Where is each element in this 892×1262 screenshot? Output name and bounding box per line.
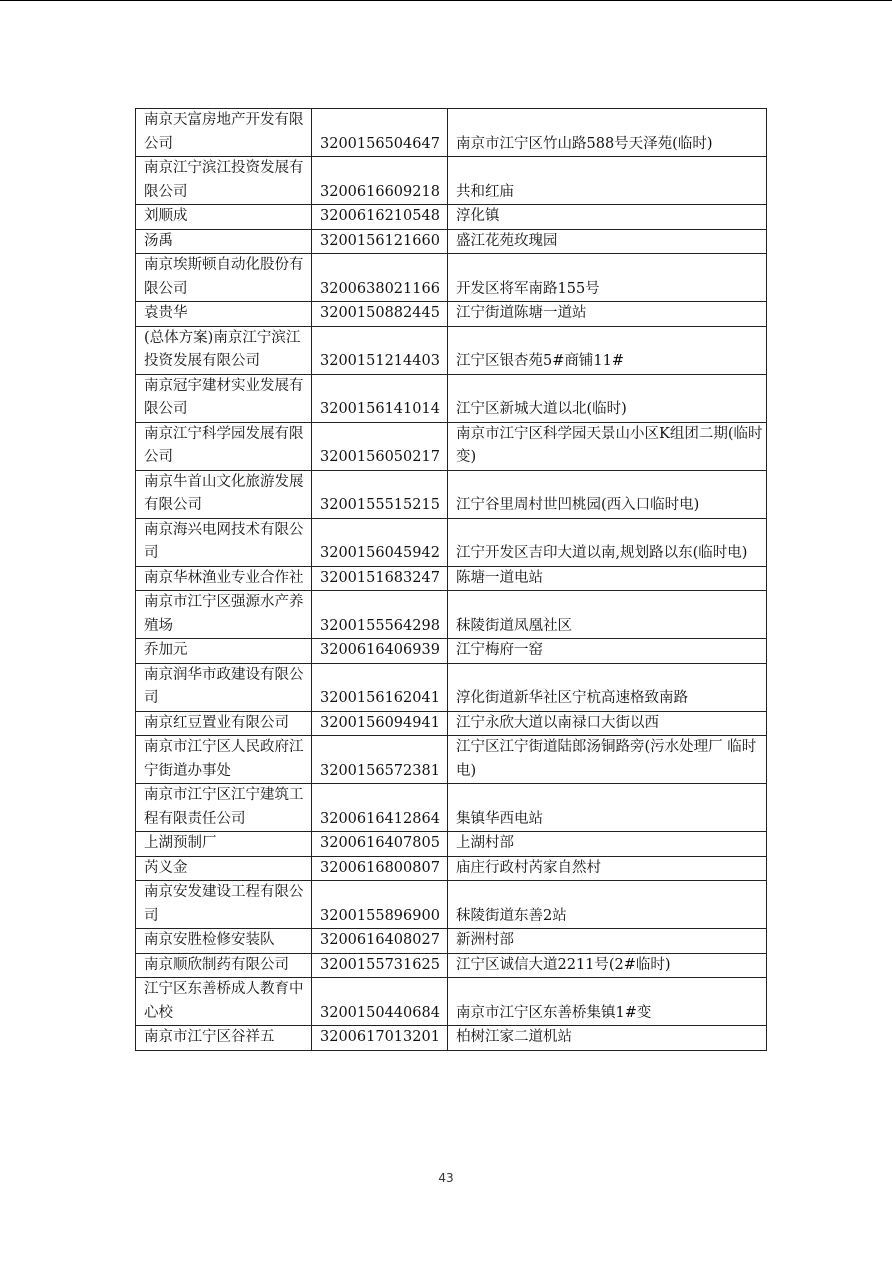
company-name-cell: 南京市江宁区江宁建筑工程有限责任公司 xyxy=(136,784,312,832)
address-cell: 江宁街道陈塘一道站 xyxy=(448,302,767,327)
address-cell: 江宁区新城大道以北(临时) xyxy=(448,374,767,422)
company-name-cell: 南京埃斯顿自动化股份有限公司 xyxy=(136,254,312,302)
page-number: 43 xyxy=(438,1171,454,1185)
table-row xyxy=(136,1026,767,1051)
address-cell: 开发区将军南路155号 xyxy=(448,254,767,302)
table-row xyxy=(136,736,767,784)
account-code-cell: 3200155731625 xyxy=(312,953,448,978)
table-row xyxy=(136,566,767,591)
table-row xyxy=(136,326,767,374)
address-cell: 南京市江宁区竹山路588号天泽苑(临时) xyxy=(448,109,767,157)
address-cell: 盛江花苑玫瑰园 xyxy=(448,229,767,254)
address-cell: 江宁开发区吉印大道以南,规划路以东(临时电) xyxy=(448,518,767,566)
address-cell: 淳化街道新华社区宁杭高速格致南路 xyxy=(448,663,767,711)
table-row xyxy=(136,229,767,254)
company-name-cell: 南京红豆置业有限公司 xyxy=(136,711,312,736)
company-name-cell: 上湖预制厂 xyxy=(136,832,312,857)
company-name-cell: 南京市江宁区强源水产养殖场 xyxy=(136,591,312,639)
address-cell: 南京市江宁区东善桥集镇1#变 xyxy=(448,978,767,1026)
company-name-cell: 南京华林渔业专业合作社 xyxy=(136,566,312,591)
company-name-cell: 南京海兴电网技术有限公司 xyxy=(136,518,312,566)
table-row xyxy=(136,254,767,302)
address-cell: 集镇华西电站 xyxy=(448,784,767,832)
account-code-cell: 3200156572381 xyxy=(312,736,448,784)
account-code-cell: 3200155564298 xyxy=(312,591,448,639)
company-name-cell: 江宁区东善桥成人教育中心校 xyxy=(136,978,312,1026)
company-name-cell: 南京润华市政建设有限公司 xyxy=(136,663,312,711)
account-code-cell: 3200156045942 xyxy=(312,518,448,566)
address-cell: 江宁区银杏苑5#商铺11# xyxy=(448,326,767,374)
address-cell: 秣陵街道东善2站 xyxy=(448,881,767,929)
company-name-cell: 南京顺欣制药有限公司 xyxy=(136,953,312,978)
account-code-cell: 3200151214403 xyxy=(312,326,448,374)
address-cell: 陈塘一道电站 xyxy=(448,566,767,591)
company-name-cell: 南京市江宁区人民政府江宁街道办事处 xyxy=(136,736,312,784)
company-name-cell: 南京牛首山文化旅游发展有限公司 xyxy=(136,470,312,518)
table-row xyxy=(136,978,767,1026)
account-code-cell: 3200616406939 xyxy=(312,639,448,664)
account-code-cell: 3200155896900 xyxy=(312,881,448,929)
account-code-cell: 3200156121660 xyxy=(312,229,448,254)
table-row xyxy=(136,832,767,857)
table-row xyxy=(136,422,767,470)
company-name-cell: 袁贵华 xyxy=(136,302,312,327)
company-name-cell: (总体方案)南京江宁滨江投资发展有限公司 xyxy=(136,326,312,374)
account-code-cell: 3200616412864 xyxy=(312,784,448,832)
table-row xyxy=(136,929,767,954)
account-code-cell: 3200156504647 xyxy=(312,109,448,157)
company-name-cell: 南京江宁滨江投资发展有限公司 xyxy=(136,157,312,205)
table-row xyxy=(136,374,767,422)
company-name-cell: 南京市江宁区谷祥五 xyxy=(136,1026,312,1051)
table-row xyxy=(136,518,767,566)
address-cell: 江宁永欣大道以南禄口大街以西 xyxy=(448,711,767,736)
company-name-cell: 南京江宁科学园发展有限公司 xyxy=(136,422,312,470)
account-code-cell: 3200156141014 xyxy=(312,374,448,422)
address-cell: 淳化镇 xyxy=(448,205,767,230)
table-row xyxy=(136,302,767,327)
table-row xyxy=(136,881,767,929)
address-cell: 新洲村部 xyxy=(448,929,767,954)
account-code-cell: 3200616609218 xyxy=(312,157,448,205)
company-name-cell: 刘顺成 xyxy=(136,205,312,230)
company-name-cell: 南京安胜检修安装队 xyxy=(136,929,312,954)
company-name-cell: 南京天富房地产开发有限公司 xyxy=(136,109,312,157)
table-row xyxy=(136,856,767,881)
account-code-cell: 3200616407805 xyxy=(312,832,448,857)
address-cell: 江宁梅府一窑 xyxy=(448,639,767,664)
account-code-cell: 3200156162041 xyxy=(312,663,448,711)
address-cell: 共和红庙 xyxy=(448,157,767,205)
account-code-cell: 3200616210548 xyxy=(312,205,448,230)
address-cell: 南京市江宁区科学园天景山小区K组团二期(临时变) xyxy=(448,422,767,470)
table-row xyxy=(136,470,767,518)
company-name-cell: 南京安发建设工程有限公司 xyxy=(136,881,312,929)
table-row xyxy=(136,784,767,832)
table-row xyxy=(136,157,767,205)
address-cell: 江宁区江宁街道陆郎汤铜路旁(污水处理厂 临时电) xyxy=(448,736,767,784)
address-cell: 江宁区诚信大道2211号(2#临时) xyxy=(448,953,767,978)
account-code-cell: 3200151683247 xyxy=(312,566,448,591)
account-code-cell: 3200155515215 xyxy=(312,470,448,518)
address-cell: 庙庄行政村芮家自然村 xyxy=(448,856,767,881)
page-top-border xyxy=(0,0,892,1)
account-code-cell: 3200150440684 xyxy=(312,978,448,1026)
company-name-cell: 芮义金 xyxy=(136,856,312,881)
table-row xyxy=(136,109,767,157)
table-body xyxy=(136,109,767,1051)
company-name-cell: 乔加元 xyxy=(136,639,312,664)
account-code-cell: 3200156094941 xyxy=(312,711,448,736)
address-cell: 柏树江家二道机站 xyxy=(448,1026,767,1051)
company-name-cell: 汤禹 xyxy=(136,229,312,254)
account-code-cell: 3200617013201 xyxy=(312,1026,448,1051)
address-cell: 江宁谷里周村世凹桃园(西入口临时电) xyxy=(448,470,767,518)
table-row xyxy=(136,639,767,664)
account-code-cell: 3200638021166 xyxy=(312,254,448,302)
data-table xyxy=(135,108,767,1051)
account-code-cell: 3200150882445 xyxy=(312,302,448,327)
account-code-cell: 3200616800807 xyxy=(312,856,448,881)
table-row xyxy=(136,663,767,711)
company-name-cell: 南京冠宇建材实业发展有限公司 xyxy=(136,374,312,422)
table-row xyxy=(136,205,767,230)
address-cell: 上湖村部 xyxy=(448,832,767,857)
address-cell: 秣陵街道凤凰社区 xyxy=(448,591,767,639)
account-code-cell: 3200616408027 xyxy=(312,929,448,954)
account-code-cell: 3200156050217 xyxy=(312,422,448,470)
table-row xyxy=(136,591,767,639)
table-row xyxy=(136,953,767,978)
table-row xyxy=(136,711,767,736)
